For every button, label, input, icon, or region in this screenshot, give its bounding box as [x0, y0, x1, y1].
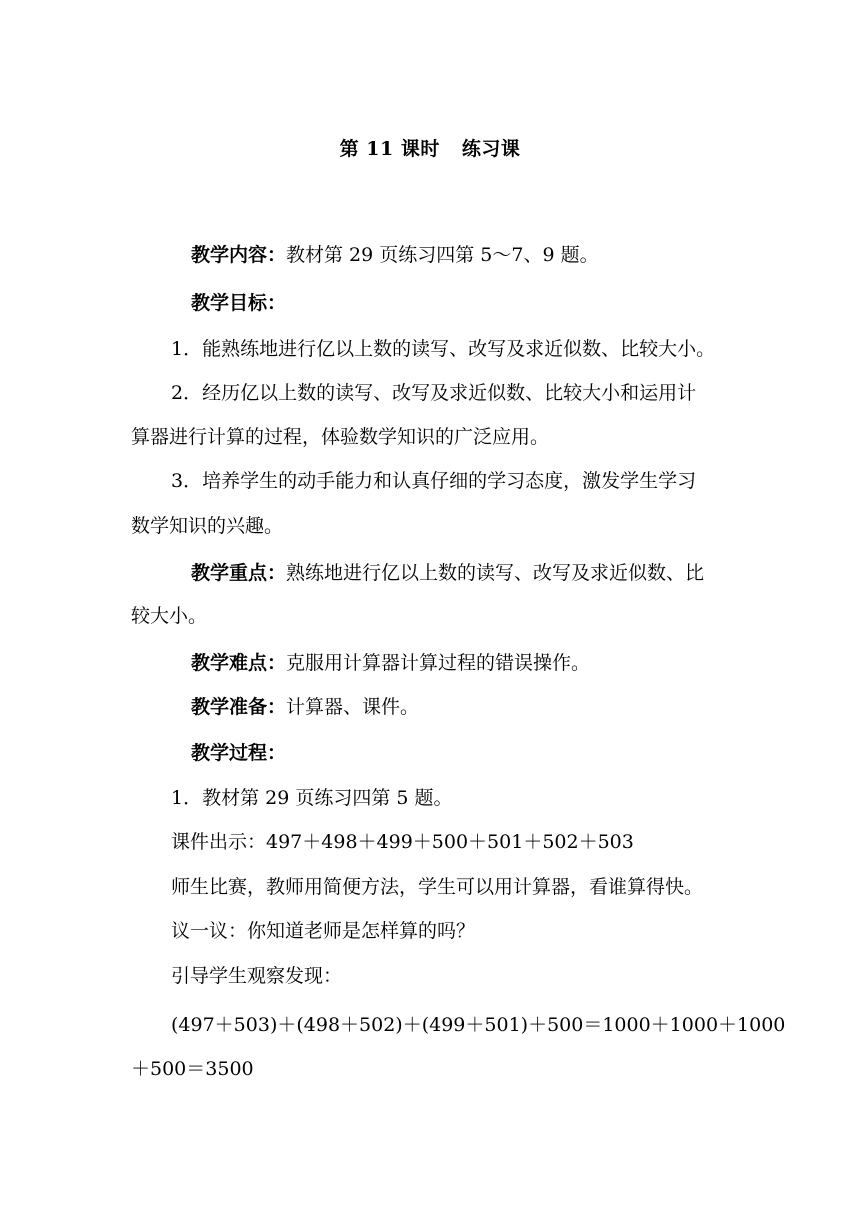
preparation — [191, 695, 791, 719]
goal-3-line-2: 数学知识的兴趣。 — [131, 515, 284, 537]
teaching-goals-label: 教学目标： — [191, 292, 287, 314]
preparation-label: 教学准备： — [191, 696, 287, 718]
goal-2-line-1: 2．经历亿以上数的读写、改写及求近似数、比较大小和运用计 — [171, 382, 697, 404]
difficulty — [191, 651, 791, 675]
goal-1: 1．能熟练地进行亿以上数的读写、改写及求近似数、比较大小。 — [171, 338, 716, 360]
guide-text: 引导学生观察发现： — [171, 965, 343, 987]
lesson-number: 第 11 课时 — [339, 138, 440, 160]
key-points-label: 教学重点： — [191, 562, 287, 584]
key-points — [191, 561, 791, 585]
formula-line-1: (497＋503)＋(498＋502)＋(499＋501)＋500＝1000＋1000＋1000 — [171, 1014, 786, 1036]
lesson-title — [0, 134, 860, 161]
formula-line-2: ＋500＝3500 — [131, 1058, 254, 1080]
teaching-content-text: 教材第 29 页练习四第 5～7、9 题。 — [286, 244, 599, 266]
goal-3-line-1: 3．培养学生的动手能力和认真仔细的学习态度，激发学生学习 — [171, 470, 697, 492]
teaching-content-label: 教学内容： — [191, 244, 287, 266]
contest-text: 师生比赛，教师用简便方法，学生可以用计算器，看谁算得快。 — [171, 876, 704, 898]
key-points-text: 熟练地进行亿以上数的读写、改写及求近似数、比 — [286, 562, 705, 584]
goal-2-line-2: 算器进行计算的过程，体验数学知识的广泛应用。 — [131, 426, 550, 448]
difficulty-text: 克服用计算器计算过程的错误操作。 — [286, 652, 591, 674]
teaching-content — [191, 243, 791, 267]
courseware-display: 课件出示：497＋498＋499＋500＋501＋502＋503 — [171, 831, 634, 853]
lesson-type: 练习课 — [461, 138, 521, 160]
teaching-process-label: 教学过程： — [191, 742, 287, 764]
preparation-text: 计算器、课件。 — [286, 696, 420, 718]
step-1: 1．教材第 29 页练习四第 5 题。 — [171, 787, 453, 809]
difficulty-label: 教学难点： — [191, 652, 287, 674]
key-points-line-2: 较大小。 — [131, 605, 208, 627]
discuss-text: 议一议：你知道老师是怎样算的吗？ — [171, 920, 476, 942]
